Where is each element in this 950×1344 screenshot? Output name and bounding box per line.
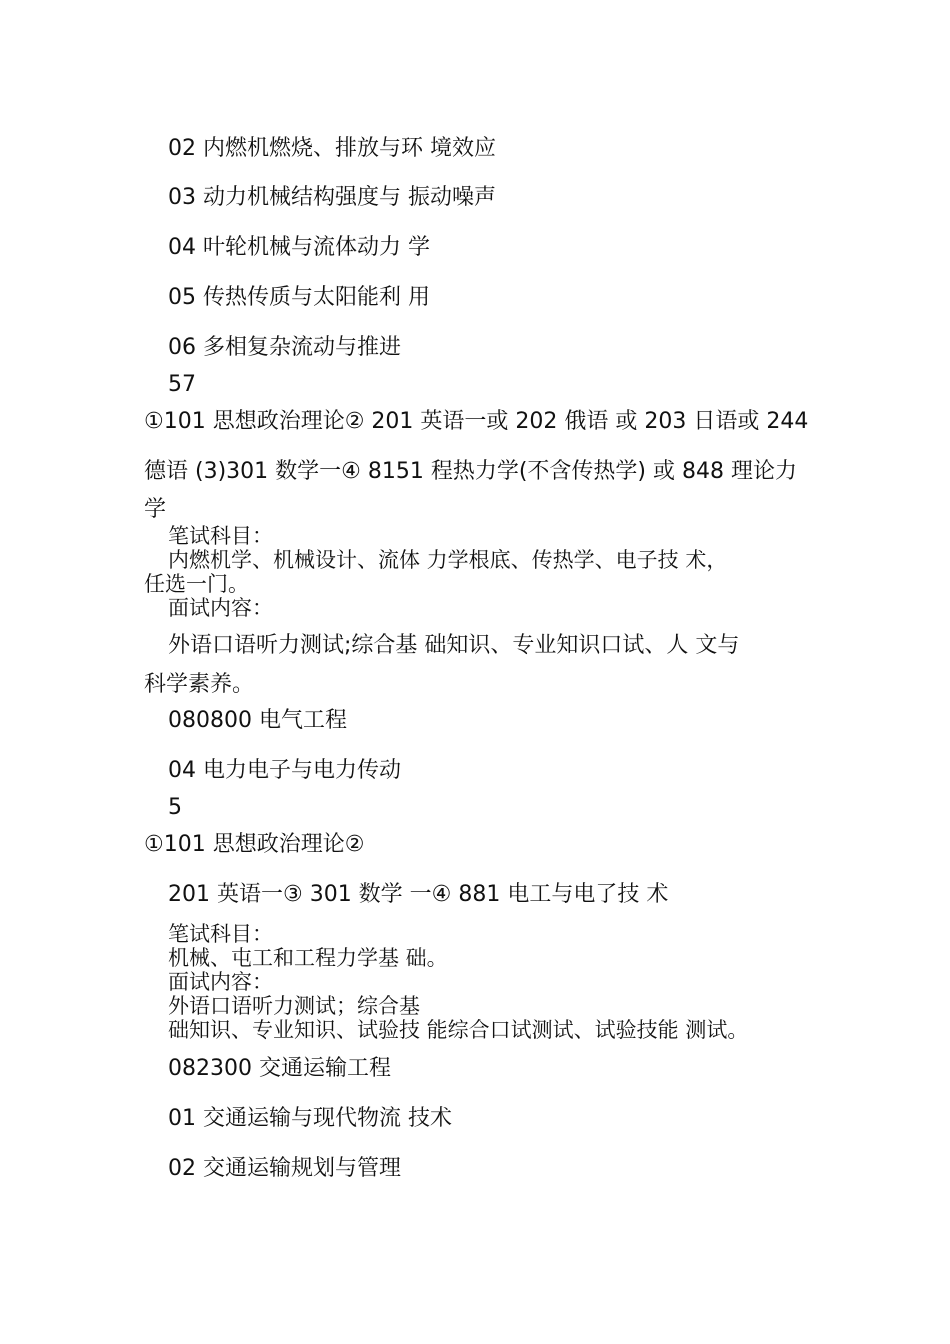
text-line: 01 交通运输与现代物流 技术: [168, 1106, 452, 1131]
text-line: 科学素养。: [144, 672, 255, 697]
text-line: 201 英语一③ 301 数学 一④ 881 电工与电了技 术: [168, 882, 669, 907]
text-line: 02 内燃机燃烧、排放与环 境效应: [168, 136, 496, 161]
text-line: 080800 电气工程: [168, 708, 347, 733]
text-line: 面试内容：: [168, 596, 273, 620]
text-line: 面试内容：: [168, 970, 273, 994]
text-line: ①101 思想政治理论② 201 英语一或 202 俄语 或 203 日语或 244: [144, 409, 809, 434]
text-line: 03 动力机械结构强度与 振动噪声: [168, 185, 496, 210]
text-line: 082300 交通运输工程: [168, 1056, 391, 1081]
text-line: ①101 思想政治理论②: [144, 832, 365, 857]
text-line: 04 叶轮机械与流体动力 学: [168, 235, 430, 260]
text-line: 笔试科目：: [168, 524, 273, 548]
text-line: 外语口语听力测试；综合基: [168, 994, 420, 1018]
text-line: 学: [144, 497, 167, 522]
text-line: 内燃机学、机械设计、流体 力学根底、传热学、电子技 术，: [168, 548, 728, 572]
text-line: 57: [168, 372, 196, 397]
text-line: 06 多相复杂流动与推进: [168, 335, 401, 360]
text-line: 德语 (3)301 数学一④ 8151 程热力学(不含传热学) 或 848 理论力: [144, 459, 797, 484]
text-line: 02 交通运输规划与管理: [168, 1156, 401, 1181]
text-line: 05 传热传质与太阳能利 用: [168, 285, 430, 310]
text-line: 笔试科目：: [168, 922, 273, 946]
text-line: 外语口语听力测试;综合基 础知识、专业知识口试、人 文与: [168, 633, 740, 658]
text-line: 04 电力电子与电力传动: [168, 758, 401, 783]
text-line: 础知识、专业知识、试验技 能综合口试测试、试验技能 测试。: [168, 1018, 749, 1042]
text-line: 任选一门。: [144, 572, 249, 596]
text-line: 机械、屯工和工程力学基 础。: [168, 946, 448, 970]
text-line: 5: [168, 795, 182, 820]
